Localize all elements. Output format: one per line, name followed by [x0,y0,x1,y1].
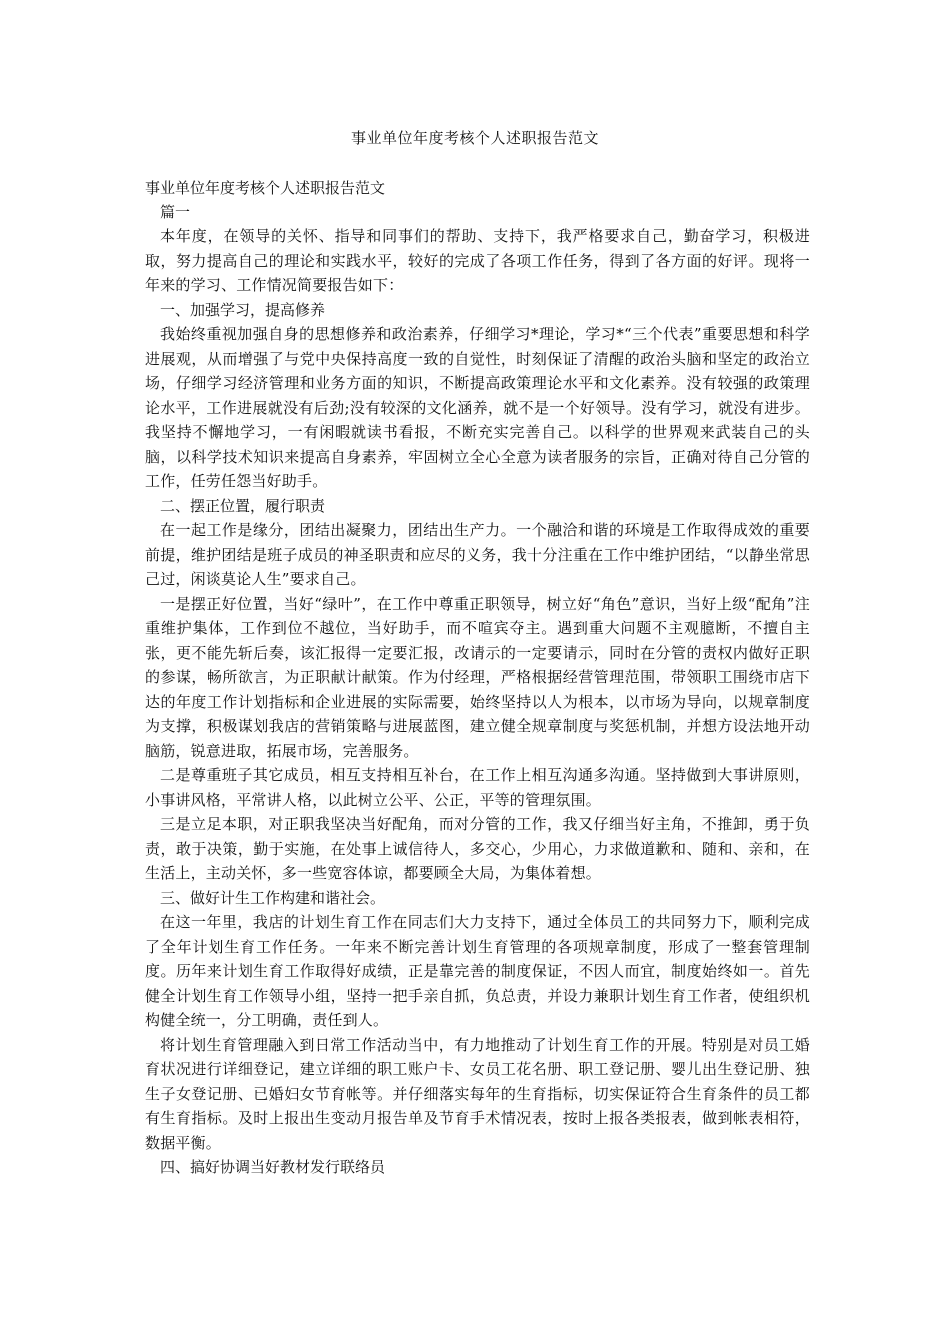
paragraph-study: 我始终重视加强自身的思想修养和政治素养，仔细学习*理论，学习*“三个代表”重要思想和科学进展观，从而增强了与党中央保持高度一致的自觉性，时刻保证了清醒的政治头脑和坚定的政治立场，仔细学习经济管理和业务方面的知识，不断提高政策理论水平和文化素养。没有较强的政策理论水平，工作进展就没有后劲;没有较深的文化涵养，就不是一个好领导。没有学习，就没有进步。我坚持不懈地学习，一有闲暇就读书看报，不断充实完善自己。以科学的世界观来武装自己的头脑，以科学技术知识来提高自身素养，牢固树立全心全意为读者服务的宗旨，正确对待自己分管的工作，任劳任怨当好助手。 [145,325,810,490]
paragraph-duty: 三是立足本职，对正职我坚决当好配角，而对分管的工作，我又仔细当好主角，不推卸，勇于负责，敢于决策，勤于实施，在处事上诚信待人，多交心，少用心，力求做道歉和、随和、亲和，在生活上，主动关怀，多一些宽容体谅，都要顾全大局，为集体着想。 [145,815,810,882]
paragraph-family-planning: 在这一年里，我店的计划生育工作在同志们大力支持下，通过全体员工的共同努力下，顺利完成了全年计划生育工作任务。一年来不断完善计划生育管理的各项规章制度，形成了一整套管理制度。历年来计划生育工作取得好成绩，正是靠完善的制度保证，不因人而宜，制度始终如一。首先健全计划生育工作领导小组，坚持一把手亲自抓，负总责，并设力兼职计划生育工作者，使组织机构健全统一，分工明确，责任到人。 [145,913,810,1029]
document-title: 事业单位年度考核个人述职报告范文 [350,129,599,147]
paragraph-unity: 在一起工作是缘分，团结出凝聚力，团结出生产力。一个融洽和谐的环境是工作取得成效的重要前提，维护团结是班子成员的神圣职责和应尽的义务，我十分注重在工作中维护团结，“以静坐常思己过，闲谈莫论人生”要求自己。 [145,521,810,588]
paragraph-intro: 本年度，在领导的关怀、指导和同事们的帮助、支持下，我严格要求自己，勤奋学习，积极进取，努力提高自己的理论和实践水平，较好的完成了各项工作任务，得到了各方面的好评。现将一年来的学习、工作情况简要报告如下： [145,227,810,294]
paragraph-respect: 二是尊重班子其它成员，相互支持相互补台，在工作上相互沟通多沟通。坚持做到大事讲原则，小事讲风格，平常讲人格，以此树立公平、公正，平等的管理氛围。 [145,766,810,809]
heading-section-2: 二、摆正位置，履行职责 [160,496,326,515]
heading-section-4: 四、搞好协调当好教材发行联络员 [160,1158,386,1176]
document-body [145,176,810,1180]
document-subtitle: 事业单位年度考核个人述职报告范文 [145,179,386,197]
paragraph-records: 将计划生育管理融入到日常工作活动当中，有力地推动了计划生育工作的开展。特别是对员工婚育状况进行详细登记，建立详细的职工账户卡、女员工花名册、职工登记册、婴儿出生登记册、独生子女登记册、已婚妇女节育帐等。并仔细落实每年的生育指标，切实保证符合生育条件的员工都有生育指标。及时上报出生变动月报告单及节育手术情况表，按时上报各类报表，做到帐表相符，数据平衡。 [145,1035,810,1152]
heading-section-1: 一、加强学习，提高修养 [160,300,326,319]
heading-section-3: 三、做好计生工作构建和谐社会。 [160,888,386,907]
paragraph-position: 一是摆正好位置，当好“绿叶”，在工作中尊重正职领导，树立好“角色”意识，当好上级“配角”注重维护集体，工作到位不越位，当好助手，而不喧宾夺主。遇到重大问题不主观臆断，不擅自主张，更不能先斩后奏，该汇报得一定要汇报，改请示的一定要请示，同时在分管的责权内做好正职的参谋，畅所欲言，为正职献计献策。作为付经理，严格根据经营管理范围，带领职工围绕市店下达的年度工作计划指标和企业进展的实际需要，始终坚持以人为根本，以市场为导向，以规章制度为支撑，积极谋划我店的营销策略与进展蓝图，建立健全规章制度与奖惩机制，并想方设法地开动脑筋，锐意进取，拓展市场，完善服务。 [145,594,810,760]
section-label: 篇一 [160,203,191,221]
